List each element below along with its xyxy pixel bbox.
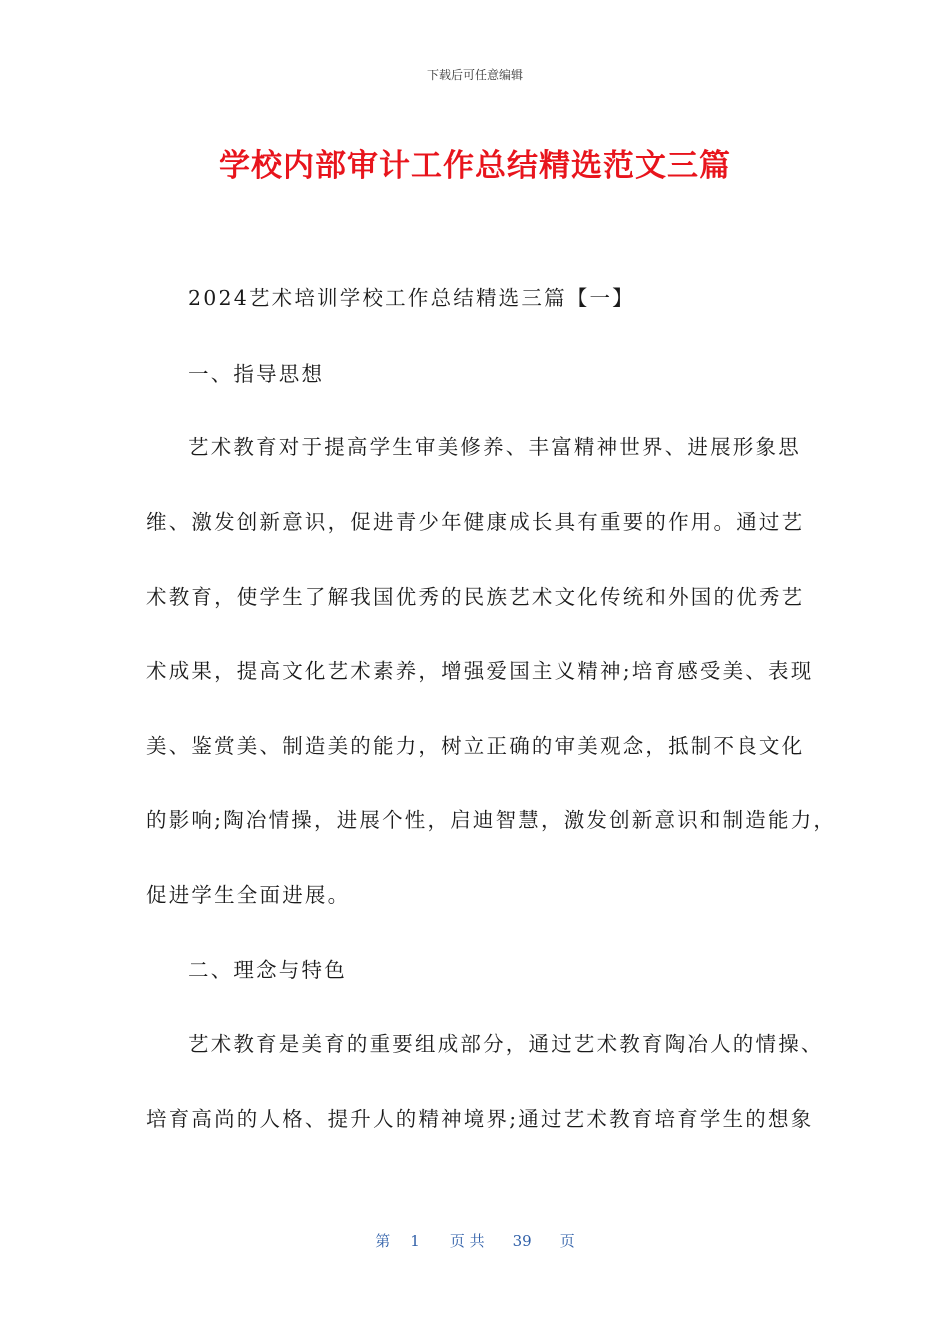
document-title: 学校内部审计工作总结精选范文三篇	[219, 148, 731, 184]
footer-prefix: 第	[375, 1232, 391, 1250]
footer-suffix: 页	[559, 1232, 575, 1250]
paragraph-line: 艺术教育是美育的重要组成部分，通过艺术教育陶冶人的情操、	[188, 1032, 824, 1056]
paragraph-line: 术成果，提高文化艺术素养，增强爱国主义精神;培育感受美、表现	[146, 659, 814, 683]
page-footer	[0, 1230, 950, 1251]
paragraph-line: 艺术教育对于提高学生审美修养、丰富精神世界、进展形象思	[188, 435, 801, 459]
page-header-note: 下载后可任意编辑	[426, 68, 523, 82]
footer-mid: 页 共	[449, 1232, 485, 1250]
paragraph-line: 培育高尚的人格、提升人的精神境界;通过艺术教育培育学生的想象	[146, 1107, 814, 1131]
footer-total-pages: 39	[512, 1232, 532, 1250]
paragraph-line: 维、激发创新意识，促进青少年健康成长具有重要的作用。通过艺	[146, 510, 805, 534]
paragraph-line: 促进学生全面进展。	[146, 883, 351, 907]
paragraph-line: 美、鉴赏美、制造美的能力，树立正确的审美观念，抵制不良文化	[146, 734, 805, 758]
paragraph-line: 的影响;陶冶情操，进展个性，启迪智慧，激发创新意识和制造能力，	[146, 808, 837, 832]
subsection-heading: 二、理念与特色	[188, 958, 347, 982]
footer-page-number: 1	[410, 1232, 420, 1250]
section-heading: 2024艺术培训学校工作总结精选三篇【一】	[188, 286, 635, 310]
subsection-heading: 一、指导思想	[188, 362, 325, 386]
paragraph-line: 术教育，使学生了解我国优秀的民族艺术文化传统和外国的优秀艺	[146, 585, 805, 609]
